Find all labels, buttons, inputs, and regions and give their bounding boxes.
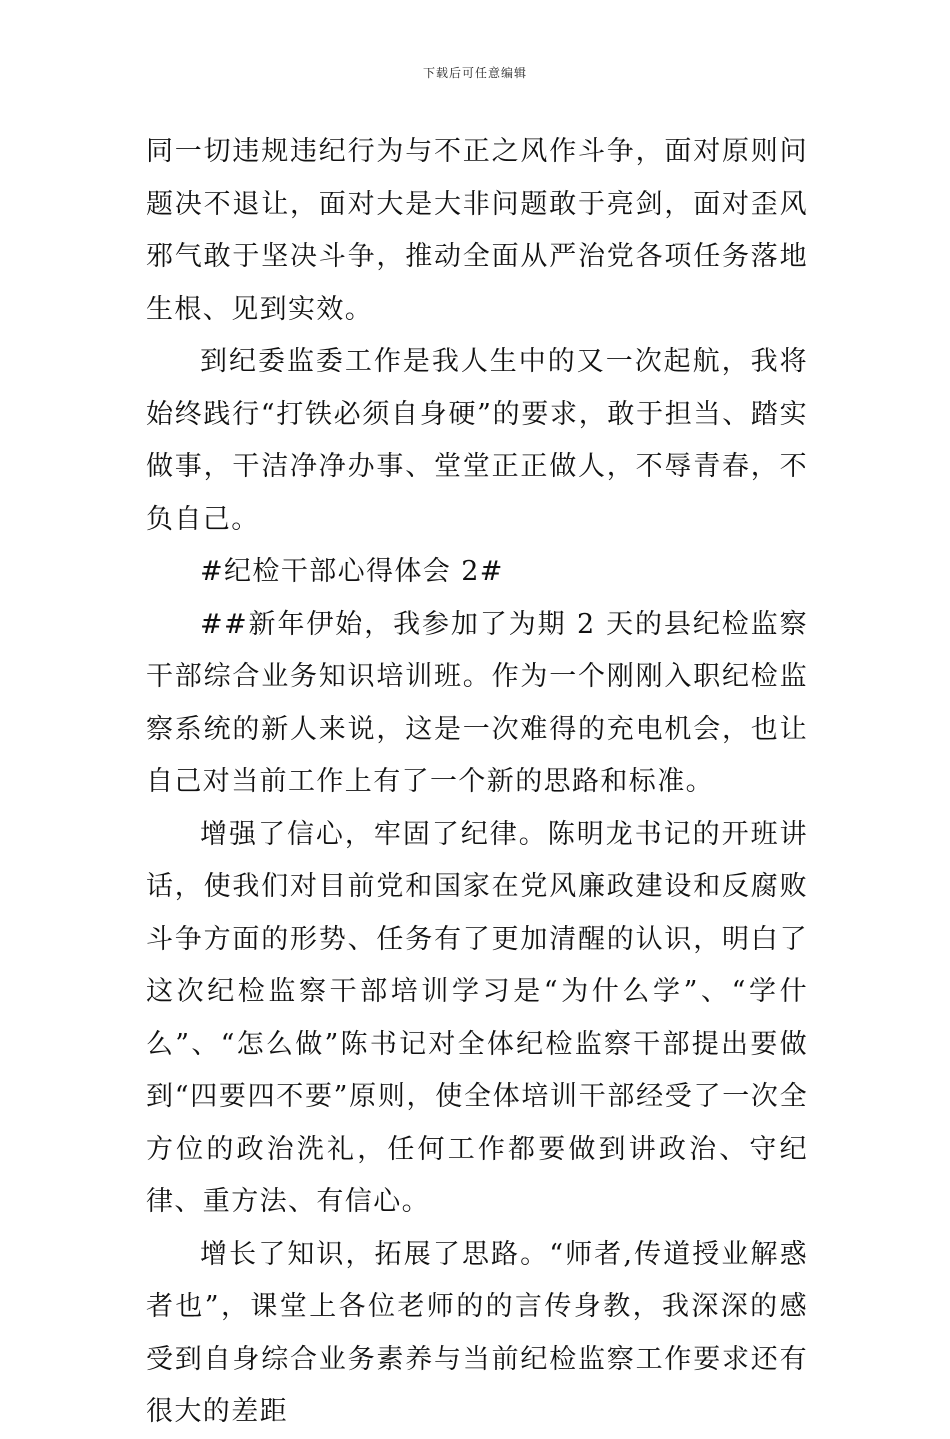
paragraph-1: 同一切违规违纪行为与不正之风作斗争，面对原则问题决不退让，面对大是大非问题敢于亮剑，面对歪风邪气敢于坚决斗争，推动全面从严治党各项任务落地生根、见到实效。 [146,136,808,325]
section-heading: #纪检干部心得体会 2# [200,556,504,587]
paragraph-2: 到纪委监委工作是我人生中的又一次起航，我将始终践行“打铁必须自身硬”的要求，敢于担当、踏实做事，干洁净净办事、堂堂正正做人，不辱青春，不负自己。 [146,346,808,535]
paragraph-4: 增强了信心，牢固了纪律。陈明龙书记的开班讲话，使我们对目前党和国家在党风廉政建设和反腐败斗争方面的形势、任务有了更加清醒的认识，明白了这次纪检监察干部培训学习是“为什么学”、“学什么”、“怎么做”陈书记对全体纪检监察干部提出要做到“四要四不要”原则，使全体培训干部经受了一次全方位的政治洗礼，任何工作都要做到讲政治、守纪律、重方法、有信心。 [146,818,808,1217]
paragraph-5: 增长了知识，拓展了思路。“师者,传道授业解惑者也”，课堂上各位老师的的言传身教，我深深的感受到自身综合业务素养与当前纪检监察工作要求还有很大的差距 [146,1238,808,1427]
document-body [146,126,808,1439]
page-header: 下载后可任意编辑 [422,66,527,80]
paragraph-3: ##新年伊始，我参加了为期 2 天的县纪检监察干部综合业务知识培训班。作为一个刚刚入职纪检监察系统的新人来说，这是一次难得的充电机会，也让自己对当前工作上有了一个新的思路和标准。 [146,608,808,797]
